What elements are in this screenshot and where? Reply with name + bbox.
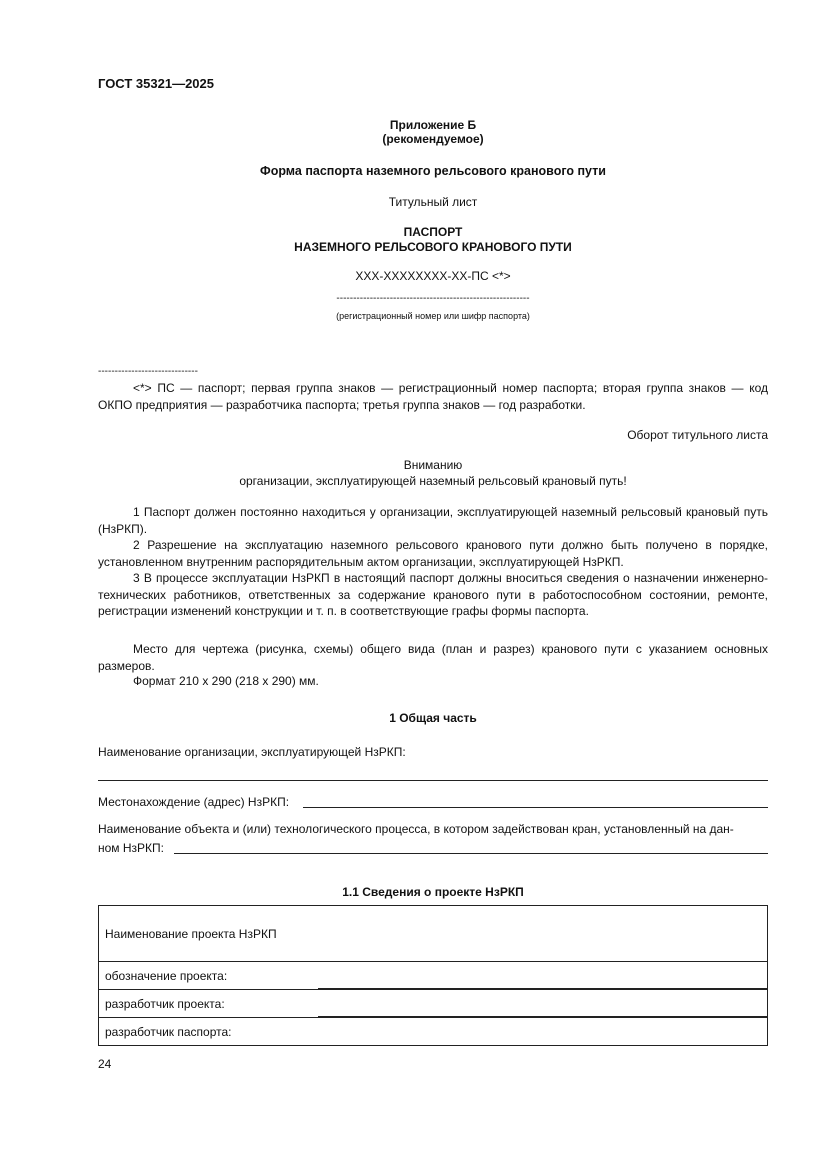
project-developer-label: разработчик проекта: [99,990,768,1018]
address-field[interactable] [303,807,768,808]
object-field[interactable] [174,853,768,854]
project-section-title: 1.1 Сведения о проекте НзРКП [342,885,524,899]
appendix-subtitle: (рекомендуемое) [382,132,484,146]
reverse-label: Оборот титульного листа [627,428,768,442]
project-table [98,905,768,1046]
general-section-title: 1 Общая часть [389,711,477,725]
form-title: Форма паспорта наземного рельсового кранового пути [260,164,606,178]
object-label-line1: Наименование объекта и (или) технологического процесса, в котором задействован кран, установленный на дан- [98,822,734,836]
registration-dashes: ---------------------------------------------------------- [336,293,530,304]
org-name-field[interactable] [98,780,768,781]
project-designation-label: обозначение проекта: [99,962,768,990]
document-code: ГОСТ 35321—2025 [98,76,214,91]
attention-heading: Вниманию [403,458,463,472]
passport-title-line2: НАЗЕМНОГО РЕЛЬСОВОГО КРАНОВОГО ПУТИ [294,240,572,254]
passport-developer-label: разработчик паспорта: [99,1018,768,1046]
project-developer-field[interactable] [318,1016,768,1017]
title-sheet-label: Титульный лист [388,195,478,209]
project-name-label: Наименование проекта НзРКП [99,906,768,962]
drawing-place-note: Место для чертежа (рисунка, схемы) общего вида (план и разрез) кранового пути с указанием основных размеров. [98,642,768,673]
attention-subheading: организации, эксплуатирующей наземный рельсовый крановый путь! [239,474,627,488]
registration-code: XXX-XXXXXXXX-XX-ПС <*> [355,269,511,283]
address-label: Местонахождение (адрес) НзРКП: [98,795,290,809]
registration-caption: (регистрационный номер или шифр паспорта) [336,311,530,321]
format-note: Формат 210 х 290 (218 х 290) мм. [133,674,319,688]
instruction-item-3: 3 В процессе эксплуатации НзРКП в настоящий паспорт должны вноситься сведения о назначении инженерно-технических работников, ответственных за содержание кранового пути в работоспособном состоянии, ремонте, регистрации изменений конструкции и т. п. в соответствующие графы формы паспорта. [98,571,768,618]
project-designation-field[interactable] [318,988,768,989]
footnote-text: <*> ПС — паспорт; первая группа знаков — регистрационный номер паспорта; вторая группа знаков — код ОКПО предприятия — разработчика паспорта; третья группа знаков — год разработки. [98,381,768,412]
passport-title-line1: ПАСПОРТ [403,225,463,239]
object-label-line2: ном НзРКП: [98,841,165,855]
instruction-item-2: 2 Разрешение на эксплуатацию наземного рельсового кранового пути должно быть получено в порядке, установленном внутренним распорядительным актом организации, эксплуатирующей НзРКП. [98,538,768,569]
org-name-label: Наименование организации, эксплуатирующей НзРКП: [98,745,406,759]
page-number: 24 [98,1057,112,1071]
footnote-separator: ------------------------------ [98,366,198,377]
instruction-item-1: 1 Паспорт должен постоянно находиться у организации, эксплуатирующей наземный рельсовый крановый путь (НзРКП). [98,505,768,536]
appendix-title: Приложение Б [389,118,477,132]
